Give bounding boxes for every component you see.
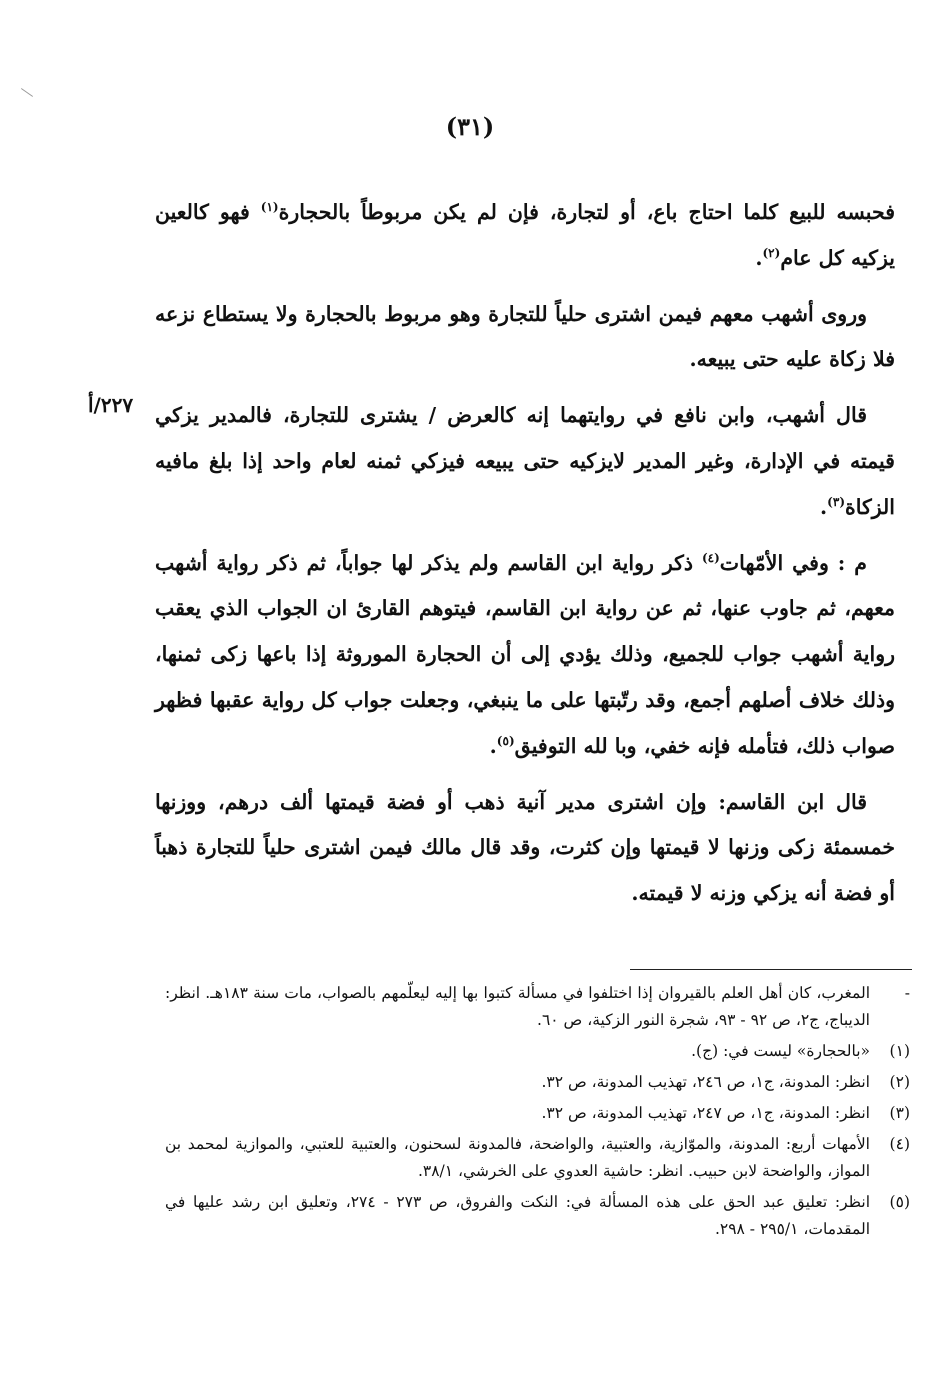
footnote-reference: (٤): [701, 550, 720, 565]
footnote-item: [165, 1189, 910, 1243]
paragraph-text: .: [820, 494, 828, 519]
page-number: (٣١): [445, 112, 495, 141]
footnote-item: [165, 1131, 910, 1185]
footnote-text: الأمهات أربع: المدونة، والموّازية، والعتبية، والواضحة، فالمدونة لسحنون، والعتبية للعتبي، والموازية لمحمد بن المواز، والواضحة لابن حبيب. انظر: حاشية العدوي على الخرشي، ٣٨/١.: [165, 1135, 870, 1180]
folio-margin-note: ٢٢٧/أ: [88, 393, 134, 417]
footnote-text: انظر: تعليق عبد الحق على هذه المسألة في: النكت والفروق، ص ٢٧٣ - ٢٧٤، وتعليق ابن رشد عليها في المقدمات، ٢٩٥/١ - ٢٩٨.: [165, 1193, 871, 1238]
footnote-text: المغرب، كان أهل العلم بالقيروان إذا اختلفوا في مسألة كتبوا بها إليه ليعلّمهم بالصواب، مات سنة ١٨٣هـ. انظر: الديباج، ج٢، ص ٩٢ - ٩٣، شجرة النور الزكية، ص ٦٠.: [165, 984, 870, 1029]
footnote-item: [165, 1100, 910, 1127]
paragraph: [155, 541, 895, 770]
footnote-reference: (٢): [762, 245, 781, 260]
paragraph: [155, 780, 895, 917]
paragraph-text: م : وفي الأمّهات: [719, 550, 867, 575]
footnotes: [165, 980, 910, 1247]
footnote-text: انظر: المدونة، ج١، ص ٢٤٧، تهذيب المدونة، ص ٣٢.: [541, 1104, 870, 1122]
paragraph-text: .: [755, 245, 763, 270]
footnote-reference: (٥): [496, 733, 515, 748]
paragraph-text: وروى أشهب معهم فيمن اشترى حلياً للتجارة وهو مربوط بالحجارة ولا يستطاع نزعه فلا زكاة عليه حتى يبيعه.: [155, 301, 895, 372]
footnote-number: (٢): [889, 1073, 910, 1091]
paragraph: [155, 393, 895, 530]
paragraph-text: فحبسه للبيع كلما احتاج باع، أو لتجارة، فإن لم يكن مربوطاً بالحجارة: [278, 200, 895, 224]
footnote-text: «بالحجارة» ليست في: (ج).: [691, 1042, 870, 1060]
footnote-number: (١): [889, 1042, 910, 1060]
paragraph-text: قال أشهب، وابن نافع في روايتهما إنه كالعرض / يشترى للتجارة، فالمدير يزكي قيمته في الإدارة، وغير المدير لايزكيه حتى يبيعه فيزكي ثمنه لعام واحد إذا بلغ مافيه الزكاة: [155, 403, 895, 519]
footnote-number: (٣): [889, 1104, 910, 1122]
paragraph-text: ذكر رواية ابن القاسم ولم يذكر لها جواباً، ثم ذكر رواية أشهب معهم، ثم جاوب عنها، ثم عن رواية ابن القاسم، فيتوهم القارئ ان الجواب الذي يعقب رواية أشهب جواب للجميع، وذلك يؤدي إلى أن الحجارة الموروثة إذا باعها زكى ثمنها، وذلك خلاف أصلهم أجمع، وقد رتّبتها على ما ينبغي، وجعلت جواب كل رواية عقبها فظهر صواب ذلك، فتأمله فإنه خفي، وبا لله التوفيق: [155, 550, 895, 758]
footnote-item: [165, 1038, 910, 1065]
paragraph: [155, 292, 895, 384]
paragraph: [155, 190, 895, 282]
footnote-separator: [630, 969, 912, 970]
footnote-number: -: [904, 984, 910, 1002]
footnote-item: [165, 1069, 910, 1096]
footnote-reference: (١): [260, 200, 279, 215]
main-text: [155, 190, 895, 917]
scan-speck: [21, 88, 33, 97]
paragraph-text: فهو كالعين يزكيه كل عام: [155, 200, 895, 270]
footnote-reference: (٣): [827, 494, 845, 509]
footnote-number: (٤): [889, 1135, 910, 1153]
paragraph-text: قال ابن القاسم: وإن اشترى مدير آنية ذهب أو فضة قيمتها ألف درهم، ووزنها خمسمئة زكى وزنها لا قيمتها وإن كثرت، وقد قال مالك فيمن اشترى حلياً للتجارة ذهباً أو فضة أنه يزكي وزنه لا قيمته.: [155, 789, 895, 906]
footnote-item: [165, 980, 910, 1034]
footnote-text: انظر: المدونة، ج١، ص ٢٤٦، تهذيب المدونة، ص ٣٢.: [541, 1073, 870, 1091]
footnote-number: (٥): [889, 1193, 910, 1211]
paragraph-text: .: [489, 733, 497, 758]
